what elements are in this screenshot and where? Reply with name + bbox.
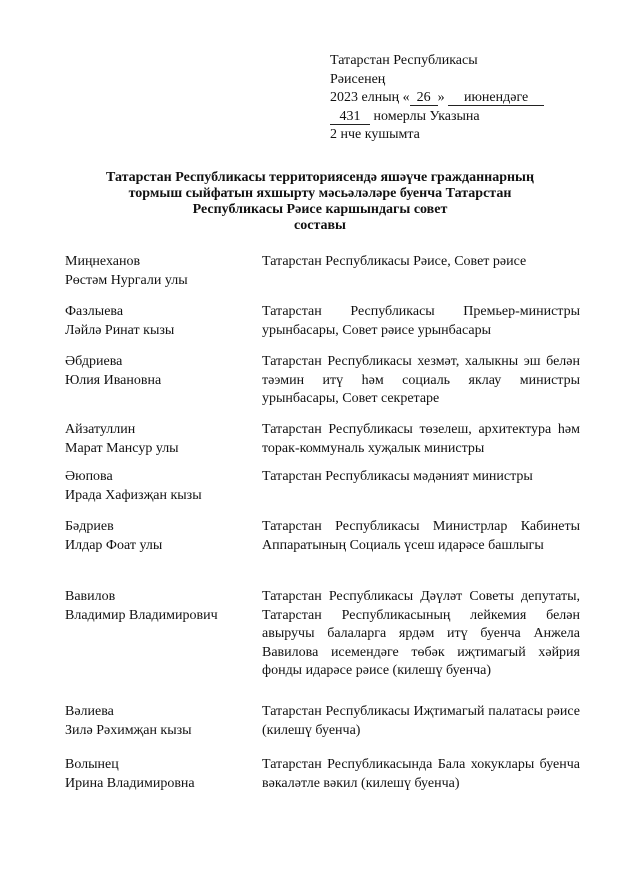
date-month-field: июнендәге — [448, 90, 544, 106]
member-given-name: Юлия Ивановна — [65, 372, 162, 388]
member-name — [65, 756, 250, 793]
member-position: Татарстан Республикасы Дәүләт Советы депутаты, Татарстан Республикасының лейкемия белән авыручы балаларга ярдәм итү буенча Анжела Вавилова исемендәге төбәк иҗтимагый хәйрия фонды идарәсе рәисе (килешү буенча) — [262, 589, 580, 678]
member-name — [65, 703, 250, 740]
member-position: Татарстан Республикасы мәдәният министры — [262, 469, 533, 484]
annex-line-date — [330, 89, 544, 108]
member-name — [65, 518, 250, 555]
annex-line-number — [330, 108, 544, 127]
member-given-name: Зилә Рәхимҗан кызы — [65, 722, 192, 738]
decree-number-suffix: номерлы Указына — [373, 108, 480, 124]
member-entry — [65, 468, 580, 518]
member-surname: Бәдриев — [65, 519, 114, 534]
member-name — [65, 303, 250, 340]
member-name — [65, 421, 250, 458]
member-entry — [65, 253, 580, 303]
member-surname: Әбдриева — [65, 354, 123, 369]
member-position: Татарстан Республикасы Премьер-министры урынбасары, Совет рәисе урынбасары — [262, 304, 580, 338]
member-entry — [65, 518, 580, 588]
member-given-name: Илдар Фоат улы — [65, 537, 163, 553]
member-given-name: Ирина Владимировна — [65, 775, 195, 791]
title-line: составы — [294, 218, 346, 233]
member-surname: Вәлиева — [65, 704, 114, 719]
title-line: Татарстан Республикасы территориясендә яшәүче гражданнарның — [105, 170, 535, 185]
member-given-name: Ирада Хафизҗан кызы — [65, 487, 202, 503]
member-position: Татарстан Республикасы Иҗтимагый палатасы рәисе (килешү буенча) — [262, 704, 580, 738]
member-name — [65, 253, 250, 290]
member-position: Татарстан Республикасында Бала хокуклары буенча вәкаләтле вәкил (килешү буенча) — [262, 757, 580, 791]
member-entry — [65, 756, 580, 796]
title-line: Республикасы Рәисе каршындагы совет — [192, 202, 448, 217]
member-surname: Вавилов — [65, 589, 116, 604]
member-surname: Әюпова — [65, 469, 113, 484]
decree-number-field: 431 — [330, 109, 370, 125]
member-position: Татарстан Республикасы Министрлар Кабинеты Аппаратының Социаль үсеш идарәсе башлыгы — [262, 519, 580, 553]
member-position: Татарстан Республикасы төзелеш, архитектура һәм торак-коммуналь хуҗалык министры — [262, 422, 580, 456]
member-name — [65, 468, 250, 505]
member-given-name: Марат Мансур улы — [65, 440, 179, 456]
member-entry — [65, 303, 580, 353]
member-entry — [65, 703, 580, 756]
member-surname: Миңнеханов — [65, 254, 141, 269]
member-surname: Волынец — [65, 757, 119, 772]
member-surname: Айзатуллин — [65, 422, 136, 437]
annex-line-appendix: 2 нче кушымта — [330, 127, 420, 142]
member-position: Татарстан Республикасы хезмәт, халыкны эш белән тәэмин итү һәм социаль яклау министры урынбасары, Совет секретаре — [262, 354, 580, 406]
document-title — [62, 170, 578, 234]
annex-line-republic: Татарстан Республикасы — [330, 53, 478, 68]
date-day-field: 26 — [410, 90, 438, 106]
annex-header — [330, 52, 544, 145]
member-entry — [65, 353, 580, 421]
member-surname: Фазлыева — [65, 304, 124, 319]
member-given-name: Владимир Владимирович — [65, 607, 218, 623]
annex-line-president: Рәисенең — [330, 71, 386, 87]
member-given-name: Рөстәм Нургали улы — [65, 272, 188, 288]
member-position: Татарстан Республикасы Рәисе, Совет рәисе — [262, 254, 527, 269]
member-entry — [65, 421, 580, 468]
date-prefix: 2023 елның « — [330, 90, 410, 105]
title-line: тормыш сыйфатын яхшырту мәсьәләләре буенча Татарстан — [128, 186, 512, 201]
member-entry — [65, 588, 580, 703]
member-name — [65, 588, 250, 625]
member-name — [65, 353, 250, 390]
date-day-suffix: » — [437, 90, 445, 105]
council-members-list — [65, 253, 580, 796]
member-given-name: Ләйлә Ринат кызы — [65, 322, 175, 338]
